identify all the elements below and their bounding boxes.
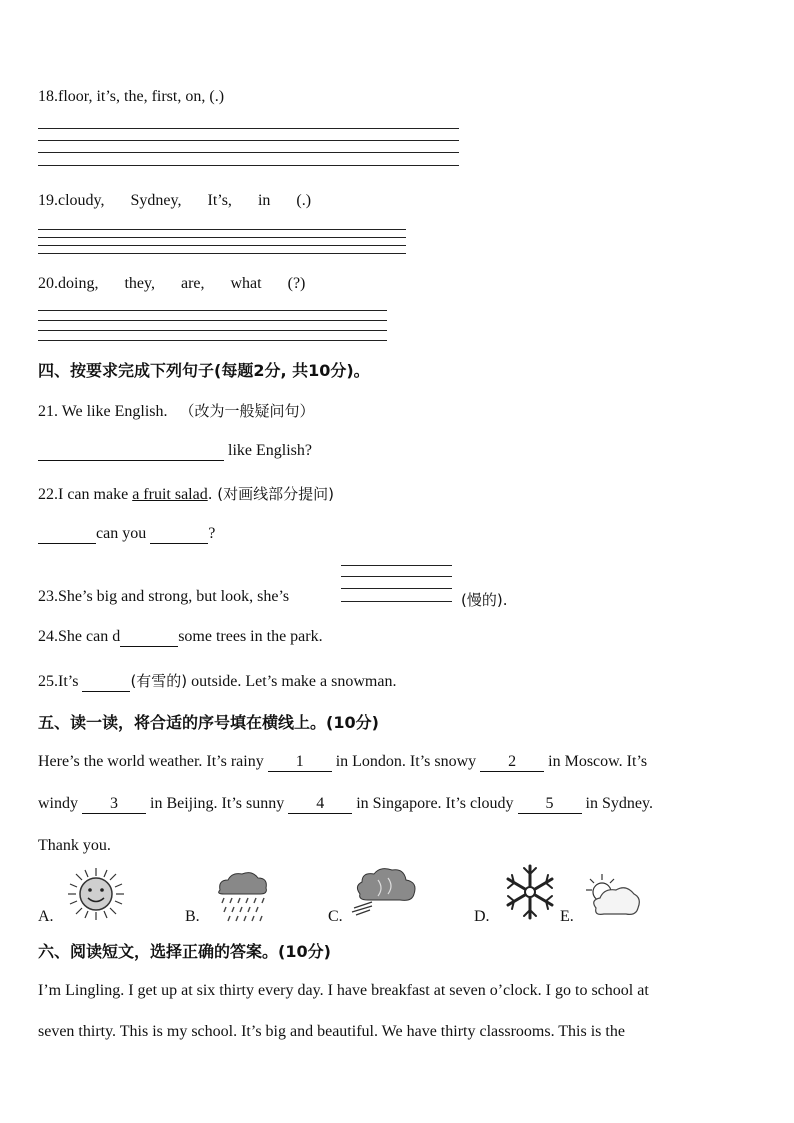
word: It’s, xyxy=(207,192,232,209)
answer-line[interactable] xyxy=(38,165,459,166)
answer-22 xyxy=(38,525,215,544)
word: first, xyxy=(151,88,182,105)
question-text: She’s big and strong, but look, she’s xyxy=(58,588,290,605)
question-number: 24. xyxy=(38,628,58,645)
passage-line xyxy=(38,753,647,772)
question-number: 25. xyxy=(38,673,58,690)
question-number: 18. xyxy=(38,88,58,105)
question-text: outside. Let’s make a snowman. xyxy=(191,673,397,690)
cloudy-sun-icon xyxy=(584,872,642,922)
option-c-label: C. xyxy=(328,908,343,925)
question-25 xyxy=(38,670,396,692)
answer-line[interactable] xyxy=(38,245,406,246)
answer-blank[interactable] xyxy=(150,525,208,544)
option-e-label: E. xyxy=(560,908,574,925)
answer-line[interactable] xyxy=(38,237,406,238)
answer-text: like English? xyxy=(228,442,312,459)
question-20 xyxy=(38,275,305,293)
word: (.) xyxy=(209,88,225,105)
passage-text: in Sydney. xyxy=(585,795,653,812)
instruction: （改为一般疑问句） xyxy=(179,402,315,420)
passage-text: in London. It’s snowy xyxy=(335,753,477,770)
blank-3[interactable]: 3 xyxy=(82,795,146,814)
instruction: . (对画线部分提问) xyxy=(207,485,334,503)
answer-21 xyxy=(38,442,312,461)
answer-line[interactable] xyxy=(38,128,459,129)
answer-text: can you xyxy=(96,525,147,542)
question-number: 20. xyxy=(38,275,58,292)
answer-line[interactable] xyxy=(38,229,406,230)
blank-1[interactable]: 1 xyxy=(268,753,332,772)
question-number: 19. xyxy=(38,192,58,209)
answer-line[interactable] xyxy=(341,576,452,577)
option-d-label: D. xyxy=(474,908,490,925)
question-number: 23. xyxy=(38,588,58,605)
hint: (有雪的) xyxy=(130,672,188,690)
snowflake-icon xyxy=(500,862,560,922)
word: it’s, xyxy=(96,88,121,105)
question-number: 22. xyxy=(38,486,58,503)
section-5-title: 五、读一读，将合适的序号填在横线上。(10分) xyxy=(38,713,379,732)
blank-4[interactable]: 4 xyxy=(288,795,352,814)
word: cloudy, xyxy=(58,192,105,209)
answer-line[interactable] xyxy=(38,140,459,141)
passage-text: windy xyxy=(38,795,78,812)
word: the, xyxy=(124,88,148,105)
word: doing, xyxy=(58,275,99,292)
answer-line[interactable] xyxy=(341,601,452,602)
question-21 xyxy=(38,400,315,421)
answer-blank[interactable] xyxy=(120,628,178,647)
question-text: It’s xyxy=(58,673,79,690)
hint: (慢的). xyxy=(461,591,508,609)
rain-cloud-icon xyxy=(212,868,272,924)
word: on, xyxy=(185,88,206,105)
word: floor, xyxy=(58,88,93,105)
section-4-title: 四、按要求完成下列句子(每题2分, 共10分)。 xyxy=(38,361,370,380)
question-24 xyxy=(38,628,323,647)
passage-line: seven thirty. This is my school. It’s big and beautiful. We have thirty classrooms. This is the xyxy=(38,1023,625,1040)
sun-icon xyxy=(64,866,128,922)
word: Sydney, xyxy=(130,192,182,209)
answer-line[interactable] xyxy=(38,253,406,254)
question-text: some trees in the park. xyxy=(178,628,323,645)
answer-line[interactable] xyxy=(38,330,387,331)
passage-line: Thank you. xyxy=(38,837,111,854)
wind-cloud-icon xyxy=(348,864,422,916)
underlined-phrase: a fruit salad xyxy=(132,486,208,503)
section-6-title: 六、阅读短文，选择正确的答案。(10分) xyxy=(38,942,331,961)
word: (?) xyxy=(287,275,306,292)
question-text: She can d xyxy=(58,628,121,645)
answer-blank[interactable] xyxy=(82,673,130,692)
question-22 xyxy=(38,483,334,504)
question-text: We like English. xyxy=(61,403,168,420)
option-b-label: B. xyxy=(185,908,200,925)
passage-text: in Moscow. It’s xyxy=(548,753,648,770)
passage-line: I’m Lingling. I get up at six thirty every day. I have breakfast at seven o’clock. I go to school at xyxy=(38,982,649,999)
answer-line[interactable] xyxy=(38,340,387,341)
blank-2[interactable]: 2 xyxy=(480,753,544,772)
word: in xyxy=(257,192,271,209)
answer-line[interactable] xyxy=(38,310,387,311)
word: they, xyxy=(124,275,155,292)
answer-line[interactable] xyxy=(341,588,452,589)
question-18 xyxy=(38,88,224,106)
passage-text: in Beijing. It’s sunny xyxy=(150,795,285,812)
answer-blank[interactable] xyxy=(38,525,96,544)
answer-line[interactable] xyxy=(38,152,459,153)
question-19 xyxy=(38,192,311,210)
passage-text: in Singapore. It’s cloudy xyxy=(356,795,514,812)
word: are, xyxy=(180,275,205,292)
answer-line[interactable] xyxy=(38,320,387,321)
word: what xyxy=(230,275,262,292)
option-a-label: A. xyxy=(38,908,54,925)
question-23 xyxy=(38,588,289,606)
question-text: I can make xyxy=(58,486,129,503)
word: (.) xyxy=(296,192,312,209)
answer-text: ? xyxy=(208,525,216,542)
blank-5[interactable]: 5 xyxy=(518,795,582,814)
answer-line[interactable] xyxy=(341,565,452,566)
passage-text: Here’s the world weather. It’s rainy xyxy=(38,753,264,770)
passage-line xyxy=(38,795,653,814)
question-number: 21. xyxy=(38,403,62,420)
answer-blank[interactable] xyxy=(38,442,224,461)
